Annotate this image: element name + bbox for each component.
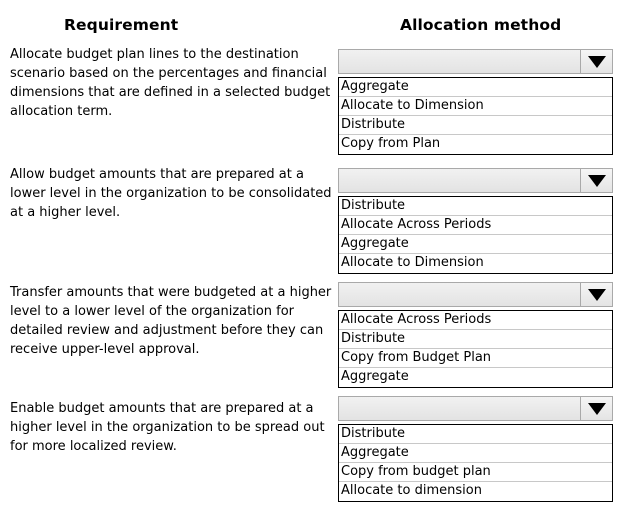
requirement-line: scenario based on the percentages and financial (10, 66, 327, 81)
allocation-dropdown-2[interactable] (338, 168, 613, 193)
dropdown-option[interactable]: Copy from Budget Plan (339, 349, 612, 368)
requirement-line: Allocate budget plan lines to the destination (10, 47, 299, 62)
allocation-dropdown-group-3 (338, 282, 613, 388)
requirement-text-1 (10, 45, 335, 121)
dropdown-option[interactable]: Allocate Across Periods (339, 216, 612, 235)
dropdown-option[interactable]: Allocate Across Periods (339, 311, 612, 330)
requirement-line: detailed review and adjustment before they can (10, 323, 324, 338)
dropdown-option[interactable]: Allocate to Dimension (341, 255, 484, 270)
dropdown-option[interactable]: Copy from Plan (341, 136, 441, 151)
chevron-down-icon (588, 56, 606, 68)
allocation-dropdown-group-2 (338, 168, 613, 274)
dropdown-option[interactable]: Copy from budget plan (339, 463, 612, 482)
dropdown-option[interactable]: Allocate to Dimension (339, 97, 612, 116)
requirement-text-3 (10, 283, 335, 359)
dropdown-arrow-button[interactable] (580, 50, 612, 73)
dropdown-option[interactable]: Distribute (339, 116, 612, 135)
requirement-line: Transfer amounts that were budgeted at a higher (10, 285, 332, 300)
requirement-text-2 (10, 165, 335, 222)
dropdown-options-list (338, 77, 613, 155)
requirement-line: lower level in the organization to be consolidated (10, 186, 332, 201)
requirement-line: receive upper-level approval. (10, 342, 200, 357)
chevron-down-icon (588, 403, 606, 415)
allocation-dropdown-1[interactable] (338, 49, 613, 74)
dropdown-arrow-button[interactable] (580, 169, 612, 192)
requirement-line: allocation term. (10, 104, 113, 119)
requirement-line: Allow budget amounts that are prepared at a (10, 167, 304, 182)
allocation-dropdown-group-4 (338, 396, 613, 502)
dropdown-option[interactable]: Distribute (339, 330, 612, 349)
dropdown-options-list (338, 310, 613, 388)
chevron-down-icon (588, 289, 606, 301)
dropdown-option[interactable]: Distribute (339, 197, 612, 216)
chevron-down-icon (588, 175, 606, 187)
allocation-dropdown-4[interactable] (338, 396, 613, 421)
allocation-dropdown-group-1 (338, 49, 613, 155)
allocation-method-column-header: Allocation method (400, 16, 562, 34)
requirement-line: dimensions that are defined in a selected budget (10, 85, 331, 100)
dropdown-arrow-button[interactable] (580, 283, 612, 306)
requirement-line: at a higher level. (10, 205, 121, 220)
dropdown-options-list (338, 424, 613, 502)
dropdown-options-list (338, 196, 613, 274)
dropdown-arrow-button[interactable] (580, 397, 612, 420)
requirement-line: for more localized review. (10, 439, 177, 454)
requirement-line: level to a lower level of the organization for (10, 304, 295, 319)
requirement-line: Enable budget amounts that are prepared at a (10, 401, 314, 416)
requirement-column-header: Requirement (64, 16, 179, 34)
requirement-text-4 (10, 399, 335, 456)
dropdown-option[interactable]: Aggregate (339, 78, 612, 97)
requirement-line: higher level in the organization to be spread out (10, 420, 325, 435)
allocation-dropdown-3[interactable] (338, 282, 613, 307)
dropdown-option[interactable]: Aggregate (339, 235, 612, 254)
dropdown-option[interactable]: Aggregate (341, 369, 409, 384)
dropdown-option[interactable]: Distribute (339, 425, 612, 444)
dropdown-option[interactable]: Allocate to dimension (341, 483, 482, 498)
dropdown-option[interactable]: Aggregate (339, 444, 612, 463)
